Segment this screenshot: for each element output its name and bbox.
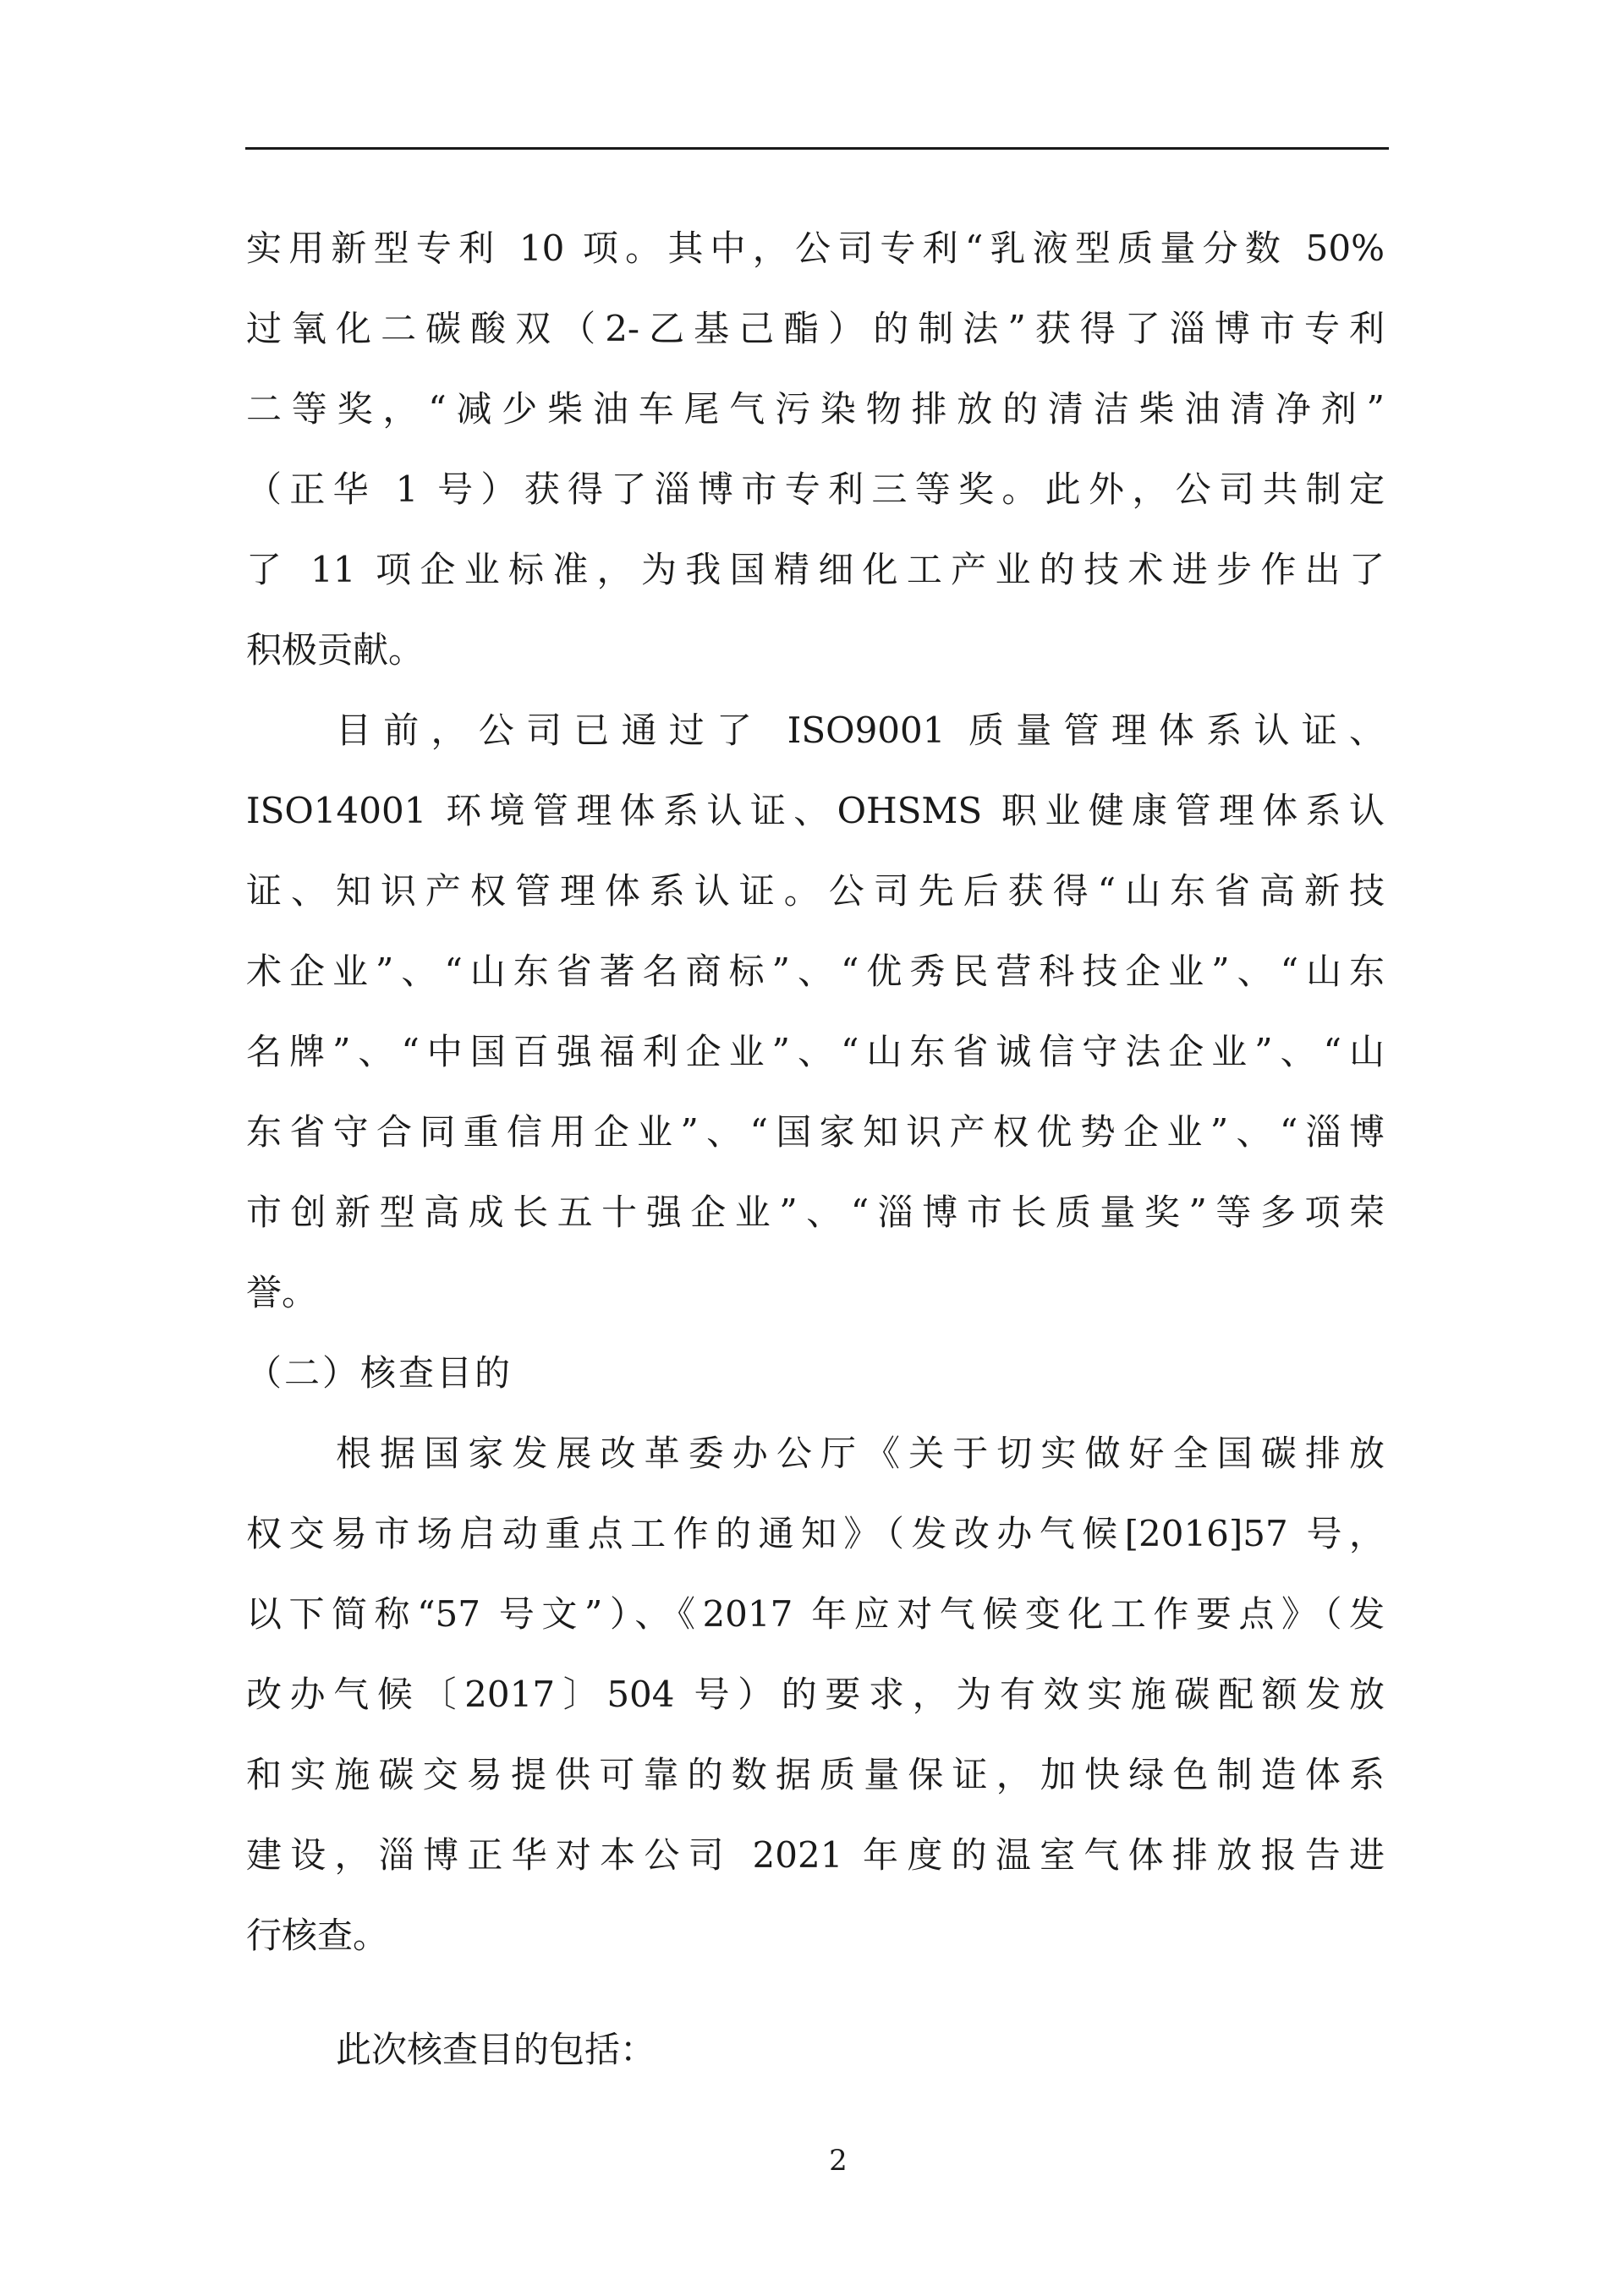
- paragraph-3-line-6: 建设，淄博正华对本公司 2021 年度的温室气体排放报告进: [246, 1834, 1385, 1876]
- paragraph-2-line-4: 术企业”、“山东省著名商标”、“优秀民营科技企业”、“山东: [246, 951, 1385, 992]
- paragraph-3-line-3: 以下简称“57 号文”）、《2017 年应对气候变化工作要点》（发: [246, 1593, 1385, 1635]
- paragraph-2-line-3: 证、知识产权管理体系认证。公司先后获得“山东省高新技: [246, 870, 1385, 912]
- paragraph-3-line-1: 根据国家发展改革委办公厅《关于切实做好全国碳排放: [336, 1433, 1385, 1474]
- paragraph-3-line-2: 权交易市场启动重点工作的通知》（发改办气候[2016]57 号，: [246, 1513, 1385, 1554]
- paragraph-3-line-5: 和实施碳交易提供可靠的数据质量保证，加快绿色制造体系: [246, 1754, 1385, 1795]
- header-rule: [245, 147, 1389, 150]
- section-heading: （二）核查目的: [246, 1352, 513, 1394]
- paragraph-2-line-6: 东省守合同重信用企业”、“国家知识产权优势企业”、“淄博: [246, 1111, 1385, 1153]
- paragraph-1-line-3: 二等奖，“减少柴油车尾气污染物排放的清洁柴油清净剂”: [246, 388, 1385, 430]
- paragraph-2-line-2: ISO14001 环境管理体系认证、OHSMS 职业健康管理体系认: [246, 790, 1385, 831]
- paragraph-3-line-7: 行核查。: [246, 1915, 389, 1956]
- paragraph-2-line-7: 市创新型高成长五十强企业”、“淄博市长质量奖”等多项荣: [246, 1192, 1385, 1233]
- paragraph-2-line-1: 目前，公司已通过了 ISO9001 质量管理体系认证、: [336, 710, 1385, 751]
- paragraph-4-line-1: 此次核查目的包括：: [336, 2029, 656, 2070]
- paragraph-1-line-5: 了 11 项企业标准，为我国精细化工产业的技术进步作出了: [246, 549, 1385, 590]
- paragraph-2-line-8: 誉。: [246, 1272, 318, 1313]
- paragraph-1-line-2: 过氧化二碳酸双（2-乙基己酯）的制法”获得了淄博市专利: [246, 308, 1385, 349]
- paragraph-2-line-5: 名牌”、“中国百强福利企业”、“山东省诚信守法企业”、“山: [246, 1031, 1385, 1072]
- paragraph-1-line-1: 实用新型专利 10 项。其中，公司专利“乳液型质量分数 50%: [246, 227, 1385, 269]
- paragraph-1-line-6: 积极贡献。: [246, 629, 425, 671]
- paragraph-1-line-4: （正华 1 号）获得了淄博市专利三等奖。此外，公司共制定: [246, 469, 1385, 510]
- paragraph-3-line-4: 改办气候〔2017〕504 号）的要求，为有效实施碳配额发放: [246, 1674, 1385, 1715]
- page-number: 2: [829, 2144, 848, 2178]
